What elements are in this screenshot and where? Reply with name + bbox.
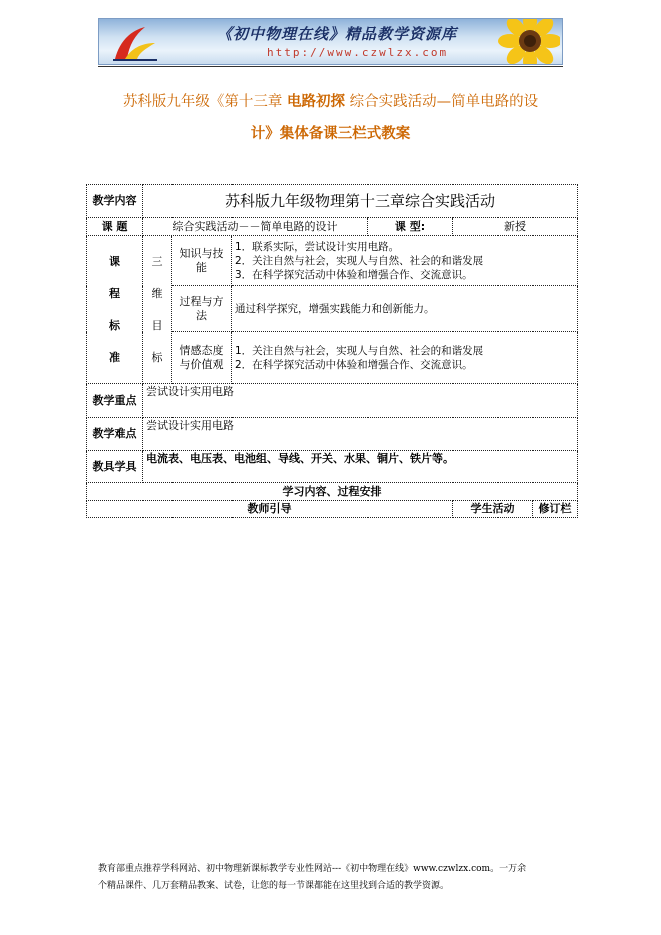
topic-value: 综合实践活动－－简单电路的设计 xyxy=(143,218,368,236)
document-title-line1: 苏科版九年级《第十三章 电路初探 综合实践活动—简单电路的设 xyxy=(122,94,539,110)
emotion-values-list: 1．关注自然与社会，实现人与自然、社会的和谐发展 2．在科学探究活动中体验和增强合作、交流意识。 xyxy=(232,332,578,384)
sunflower-icon xyxy=(490,18,560,65)
banner-divider xyxy=(98,66,563,67)
banner-slogan: 《初中物理在线》精品教学资源库 xyxy=(217,25,458,43)
difficulty-value: 尝试设计实用电路 xyxy=(143,418,578,451)
row-knowledge xyxy=(87,236,578,286)
label-process-method: 过程与方法 xyxy=(172,286,232,332)
label-knowledge-skills: 知识与技能 xyxy=(172,236,232,286)
footer-line-2: 个精品课件、几万套精品教案、试卷，让您的每一节课都能在这里找到合适的教学资源。 xyxy=(98,881,450,891)
page-footer xyxy=(98,861,568,895)
column-teacher-guidance: 教师引导 xyxy=(87,501,453,518)
label-lesson-type: 课 型: xyxy=(368,218,453,236)
label-key-point: 教学重点 xyxy=(87,384,143,418)
label-curriculum-standard: 课 程 标 准 xyxy=(87,236,143,384)
lesson-type-value: 新授 xyxy=(453,218,578,236)
site-banner xyxy=(98,18,563,65)
column-student-activity: 学生活动 xyxy=(453,501,533,518)
row-tools xyxy=(87,451,578,483)
label-process-arrangement: 学习内容、过程安排 xyxy=(87,483,578,501)
key-point-value: 尝试设计实用电路 xyxy=(143,384,578,418)
row-content xyxy=(87,185,578,218)
process-method-value: 通过科学探究，增强实践能力和创新能力。 xyxy=(232,286,578,332)
label-teaching-tools: 教具学具 xyxy=(87,451,143,483)
knowledge-skills-list: 1．联系实际，尝试设计实用电路。 2．关注自然与社会，实现人与自然、社会的和谐发展 3．在科学探究活动中体验和增强合作、交流意识。 xyxy=(232,236,578,286)
row-key-point xyxy=(87,384,578,418)
footer-line-1: 教育部重点推荐学科网站、初中物理新课标教学专业性网站---《初中物理在线》www.czwlzx.com。一万余 xyxy=(98,864,527,874)
teaching-content-value: 苏科版九年级物理第十三章综合实践活动 xyxy=(143,185,578,218)
row-topic xyxy=(87,218,578,236)
teaching-tools-value: 电流表、电压表、电池组、导线、开关、水果、铜片、铁片等。 xyxy=(143,451,578,483)
row-difficulty xyxy=(87,418,578,451)
document-title-line2: 计》集体备课三栏式教案 xyxy=(250,126,411,142)
label-teaching-content: 教学内容 xyxy=(87,185,143,218)
label-topic: 课 题 xyxy=(87,218,143,236)
lesson-plan-table xyxy=(86,184,578,518)
label-emotion-values: 情感态度与价值观 xyxy=(172,332,232,384)
row-arrangement xyxy=(87,483,578,501)
site-logo-icon xyxy=(105,23,161,63)
banner-url[interactable]: http://www.czwlzx.com xyxy=(267,46,449,59)
label-three-dimension-goals: 三 维 目 标 xyxy=(143,236,172,384)
row-column-headers xyxy=(87,501,578,518)
label-difficulty: 教学难点 xyxy=(87,418,143,451)
column-revision: 修订栏 xyxy=(533,501,578,518)
